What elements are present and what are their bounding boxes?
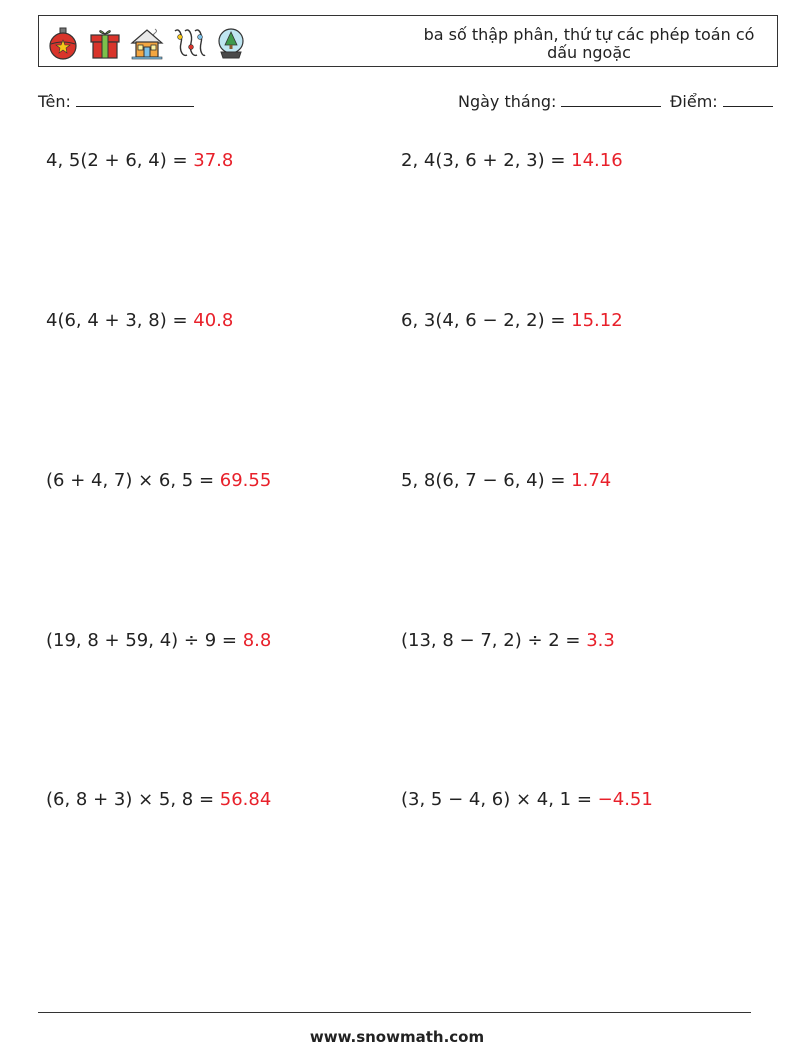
problem-answer: 8.8 xyxy=(242,630,272,651)
problem-1 xyxy=(46,150,233,171)
snow-globe-icon xyxy=(213,25,249,61)
problem-expression: (13, 8 − 7, 2) ÷ 2 = xyxy=(401,630,587,651)
ornament-icon xyxy=(45,25,81,61)
score-field xyxy=(670,92,773,111)
problem-answer: 15.12 xyxy=(571,310,623,331)
score-label: Điểm: xyxy=(670,92,718,111)
problem-7 xyxy=(46,630,271,651)
title-line-2: dấu ngoặc xyxy=(547,43,631,62)
problem-expression: (6, 8 + 3) × 5, 8 = xyxy=(46,789,220,810)
problem-expression: 4, 5(2 + 6, 4) = xyxy=(46,150,194,171)
name-blank[interactable] xyxy=(76,92,194,107)
problem-8 xyxy=(401,630,615,651)
problem-answer: 1.74 xyxy=(571,470,612,491)
problem-answer: 56.84 xyxy=(219,789,272,810)
problem-expression: 2, 4(3, 6 + 2, 3) = xyxy=(401,150,572,171)
footer-divider xyxy=(38,1012,751,1013)
problem-expression: 4(6, 4 + 3, 8) = xyxy=(46,310,194,331)
problem-expression: (3, 5 − 4, 6) × 4, 1 = xyxy=(401,789,598,810)
problem-9 xyxy=(46,789,271,810)
problem-answer: −4.51 xyxy=(597,789,653,810)
date-label: Ngày tháng: xyxy=(458,92,557,111)
name-field xyxy=(38,92,194,111)
problem-2 xyxy=(401,150,623,171)
worksheet-title xyxy=(409,26,769,62)
title-line-1: ba số thập phân, thứ tự các phép toán có xyxy=(423,25,755,44)
lights-icon xyxy=(171,25,207,61)
date-blank[interactable] xyxy=(561,92,661,107)
icon-strip xyxy=(45,23,249,63)
problem-4 xyxy=(401,310,623,331)
problem-expression: (19, 8 + 59, 4) ÷ 9 = xyxy=(46,630,243,651)
problem-10 xyxy=(401,789,653,810)
header-box xyxy=(38,15,778,67)
problem-expression: 6, 3(4, 6 − 2, 2) = xyxy=(401,310,572,331)
problem-answer: 37.8 xyxy=(193,150,234,171)
problem-3 xyxy=(46,310,233,331)
problem-5 xyxy=(46,470,271,491)
problem-answer: 40.8 xyxy=(193,310,234,331)
problem-expression: 5, 8(6, 7 − 6, 4) = xyxy=(401,470,572,491)
gift-icon xyxy=(87,25,123,61)
problem-6 xyxy=(401,470,611,491)
problem-answer: 14.16 xyxy=(571,150,623,171)
date-field xyxy=(458,92,661,111)
problem-answer: 69.55 xyxy=(219,470,272,491)
house-icon xyxy=(129,25,165,61)
problem-answer: 3.3 xyxy=(586,630,615,651)
score-blank[interactable] xyxy=(723,92,773,107)
footer-website[interactable]: www.snowmath.com xyxy=(309,1028,485,1046)
problem-expression: (6 + 4, 7) × 6, 5 = xyxy=(46,470,220,491)
name-label: Tên: xyxy=(38,92,71,111)
